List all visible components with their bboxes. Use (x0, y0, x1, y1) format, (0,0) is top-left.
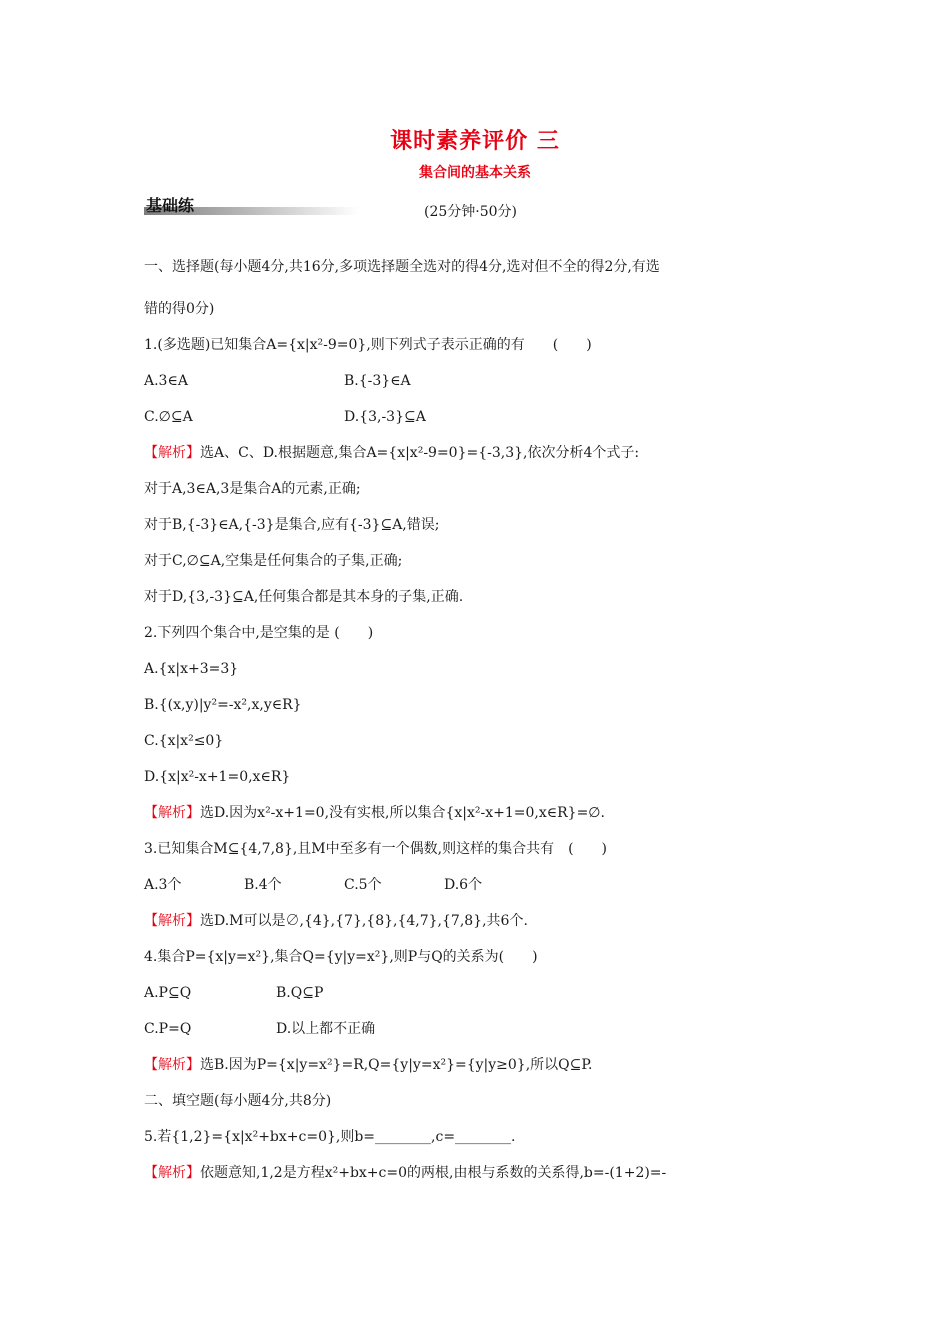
line-text: 二、填空题(每小题4分,共8分) (144, 1093, 332, 1109)
line-text: C.{x|x²≤0} (144, 733, 224, 749)
text-line (144, 407, 193, 427)
text-line (144, 587, 463, 607)
line-text: A.{x|x+3=3} (144, 661, 239, 677)
line-text: 选D.因为x²-x+1=0,没有实根,所以集合{x|x²-x+1=0,x∈R}=∅. (200, 805, 605, 821)
page-title: 课时素养评价 三 (390, 129, 560, 154)
option-text: B.Q⊆P (276, 985, 324, 1001)
solution-tag: 【解析】 (144, 1057, 200, 1073)
line-text: 对于D,{3,-3}⊆A,任何集合都是其本身的子集,正确. (144, 589, 464, 605)
time-score: (25分钟·50分) (424, 204, 518, 220)
line-text: 2.下列四个集合中,是空集的是 ( ) (144, 625, 374, 641)
solution-tag: 【解析】 (144, 1165, 200, 1181)
text-line (144, 335, 592, 355)
option-text: A.3个 (144, 877, 182, 893)
line-text: 对于B,{-3}∈A,{-3}是集合,应有{-3}⊆A,错误; (144, 517, 440, 533)
line-text: A.P⊆Q (144, 985, 192, 1001)
text-line (144, 659, 238, 679)
line-text: C.∅⊆A (144, 409, 193, 425)
option-text: C.5个 (344, 877, 382, 893)
text-line (144, 767, 290, 787)
text-line (144, 371, 188, 391)
line-text: 选A、C、D.根据题意,集合A={x|x²-9=0}={-3,3},依次分析4个式子: (200, 445, 640, 461)
section-badge (144, 193, 359, 217)
line-text: 对于C,∅⊆A,空集是任何集合的子集,正确; (144, 553, 403, 569)
text-line (144, 983, 191, 1003)
solution-line (144, 911, 528, 931)
text-line (144, 695, 302, 715)
text-line (144, 479, 361, 499)
line-text: A.3∈A (144, 373, 188, 389)
line-text: C.P=Q (144, 1021, 192, 1037)
page-subtitle: 集合间的基本关系 (419, 165, 531, 181)
line-text: 错的得0分) (144, 301, 215, 317)
line-text: 3.已知集合M⊆{4,7,8},且M中至多有一个偶数,则这样的集合共有 ( ) (144, 841, 608, 857)
solution-tag: 【解析】 (144, 445, 200, 461)
line-text: D.{x|x²-x+1=0,x∈R} (144, 769, 291, 785)
solution-line (144, 443, 639, 463)
text-line (144, 1019, 191, 1039)
text-line (144, 731, 223, 751)
option-text: D.以上都不正确 (276, 1021, 376, 1037)
line-text: 选B.因为P={x|y=x²}=R,Q={y|y=x²}={y|y≥0},所以Q⊆P. (200, 1057, 593, 1073)
option-text: B.4个 (244, 877, 282, 893)
solution-line (144, 1163, 666, 1183)
text-line (144, 1091, 331, 1111)
line-text: B.{(x,y)|y²=-x²,x,y∈R} (144, 697, 302, 713)
solution-line (144, 803, 605, 823)
line-text: 5.若{1,2}={x|x²+bx+c=0},则b=________,c=________. (144, 1129, 516, 1145)
line-text: 一、选择题(每小题4分,共16分,多项选择题全选对的得4分,选对但不全的得2分,有选 (144, 259, 660, 275)
option-text: D.6个 (444, 877, 483, 893)
badge-label: 基础练 (146, 196, 195, 215)
text-line (144, 947, 538, 967)
line-text: 选D.M可以是∅,{4},{7},{8},{4,7},{7,8},共6个. (200, 913, 528, 929)
line-text: 依题意知,1,2是方程x²+bx+c=0的两根,由根与系数的关系得,b=-(1+2)=- (200, 1165, 667, 1181)
line-text: 对于A,3∈A,3是集合A的元素,正确; (144, 481, 361, 497)
text-line (144, 551, 402, 571)
option-text: B.{-3}∈A (344, 373, 411, 389)
line-text: 1.(多选题)已知集合A={x|x²-9=0},则下列式子表示正确的有 ( ) (144, 337, 592, 353)
line-text: 4.集合P={x|y=x²},集合Q={y|y=x²},则P与Q的关系为( ) (144, 949, 538, 965)
text-line (144, 623, 373, 643)
text-line (144, 1127, 516, 1147)
text-line (144, 257, 660, 277)
solution-line (144, 1055, 592, 1075)
text-line (144, 839, 607, 859)
text-line (144, 515, 439, 535)
option-text: D.{3,-3}⊆A (344, 409, 426, 425)
solution-tag: 【解析】 (144, 913, 200, 929)
text-line (144, 299, 214, 319)
solution-tag: 【解析】 (144, 805, 200, 821)
